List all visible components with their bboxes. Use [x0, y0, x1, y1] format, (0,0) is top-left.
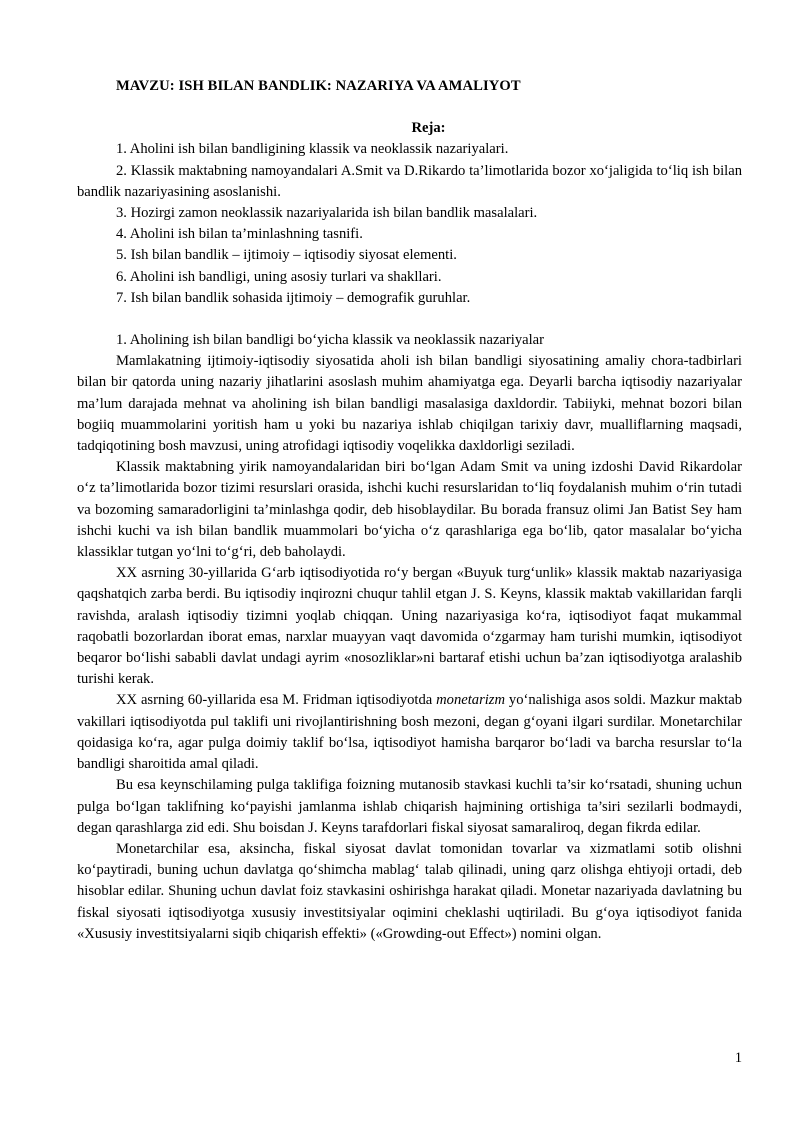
section-heading: 1. Aholining ish bilan bandligi bo‘yicha klassik va neoklassik nazariyalar [116, 332, 544, 349]
document-page [77, 76, 742, 945]
plan-item: 4. Aholini ish bilan ta’minlashning tasnifi. [116, 226, 363, 243]
plan-item: 7. Ish bilan bandlik sohasida ijtimoiy – demografik guruhlar. [116, 289, 471, 306]
italic-term: monetarizm [436, 692, 506, 709]
plan-heading: Reja: [411, 120, 446, 137]
document-title: MAVZU: ISH BILAN BANDLIK: NAZARIYA VA AMALIYOT [116, 78, 521, 94]
paragraph-text: XX asrning 60-yillarida esa M. Fridman iqtisodiyotda [116, 692, 437, 709]
plan-item: 5. Ish bilan bandlik – ijtimoiy – iqtisodiy siyosat elementi. [116, 247, 457, 264]
body-paragraph: Bu esa keynschilaming pulga taklifiga foizning mutanosib stavkasi kuchli ta’sir ko‘rsatadi, shuning uchun pulga bo‘lgan taklifning ko‘payishi jamlanma ishlab chiqarish hajmining ortishiga ta’siri sezilarli bodmaydi, degan qarashlarga zid edi. Shu boisdan J. Keyns tarafdorlari fiskal siyosat samaraliroq, degan fikrda edilar. [77, 777, 742, 836]
body-paragraph: Mamlakatning ijtimoiy-iqtisodiy siyosatida aholi ish bilan bandligi siyosatining amaliy chora-tadbirlari bilan bir qatorda uning nazariy jihatlarini asoslash muhim ahamiyatga ega. Deyarli barcha iqtisodiy nazariyalar ma’lum darajada mehnat va aholining ish bilan bandligi masalasiga daxldordir. Tabiiyki, mehnat bozori bilan bogiiq muammolarini yoritish ham u yoki bu nazariya ishlab chiqilgan tarixiy davr, mualliflarning maqsadi, tadqiqotining bosh mavzusi, uning atrofidagi iqtisodiy voqelikka daxldorligi seziladi. [77, 353, 742, 455]
plan-item: 1. Aholini ish bilan bandligining klassik va neoklassik nazariyalari. [116, 141, 509, 158]
plan-item: 3. Hozirgi zamon neoklassik nazariyalarida ish bilan bandlik masalalari. [116, 205, 538, 222]
page-number: 1 [734, 1050, 742, 1066]
body-paragraph: XX asrning 30-yillarida G‘arb iqtisodiyotida ro‘y bergan «Buyuk turg‘unlik» klassik maktab nazariyasiga qaqshatqich zarba berdi. Bu iqtisodiy inqirozni chuqur tahlil etgan J. S. Keyns, klassik maktab vakillaridan farqli ravishda, aralash iqtisodiy tizimni yoqlab chiqqan. Uning nazariyasiga ko‘ra, iqtisodiyot faqat mukammal raqobatli bozorlardan iborat emas, narxlar muayyan vaqt davomida o‘zgarmay ham turishi mumkin, iqtisodiyot beqaror bo‘lishi sababli davlat undagi ayrim «nosozliklar»ni bartaraf etishi uchun ba’zan iqtisodiyotga aralashib turishi kerak. [77, 565, 742, 688]
plan-item: 2. Klassik maktabning namoyandalari A.Smit va D.Rikardo ta’limotlarida bozor xo‘jaligida to‘liq ish bilan bandlik nazariyasining asoslanishi. [77, 162, 742, 200]
body-paragraph: Monetarchilar esa, aksincha, fiskal siyosat davlat tomonidan tovarlar va xizmatlami sotib olishni ko‘paytiradi, buning uchun davlatga qo‘shimcha mablag‘ talab qilinadi, uning qarz olishga ehtiyoji ortadi, deb hisoblar edilar. Shuning uchun davlat foiz stavkasini oshirishga harakat qiladi. Monetar nazariyada davlatning bu fiskal siyosati iqtisodiyotga xususiy investitsiyalar oqimini cheklashi uqtiriladi. Bu g‘oya iqtisodiyot fanida «Xususiy investitsiyalarni siqib chiqarish effekti» («Growding-out Effect») nomini olgan. [77, 840, 742, 942]
paragraph-text: yo‘nalishiga asos soldi. Mazkur maktab vakillari iqtisodiyotda pul taklifi uni rivojlantirishning bosh mezoni, degan g‘oyani ilgari surdilar. Monetarchilar qoidasiga ko‘ra, agar pulga doimiy taklif bo‘lsa, iqtisodiyot hamisha barqaror bo‘ladi va barcha resurslar to‘la bandligi sharoitida amal qiladi. [77, 692, 742, 773]
plan-list [77, 139, 742, 309]
body-paragraph: Klassik maktabning yirik namoyandalaridan biri bo‘lgan Adam Smit va uning izdoshi David Rikardolar o‘z ta’limotlarida bozor tizimi resurslari orasida, ishchi kuchi resurslaridan to‘liq foydalanish muhim o‘rin tutadi va bozoming samaradorligini ta’minlashga qodir, deb hisoblaydilar. Bu borada fransuz olimi Jan Batist Sey ham ishchi kuchi va ish bilan bandlik muammolari bo‘yicha o‘z qarashlariga ega bo‘lib, qator masalalar bo‘yicha klassiklar tutgan yo‘lni to‘g‘ri, deb baholaydi. [77, 459, 742, 561]
body-paragraph [77, 690, 742, 775]
plan-item: 6. Aholini ish bandligi, uning asosiy turlari va shakllari. [116, 268, 442, 285]
